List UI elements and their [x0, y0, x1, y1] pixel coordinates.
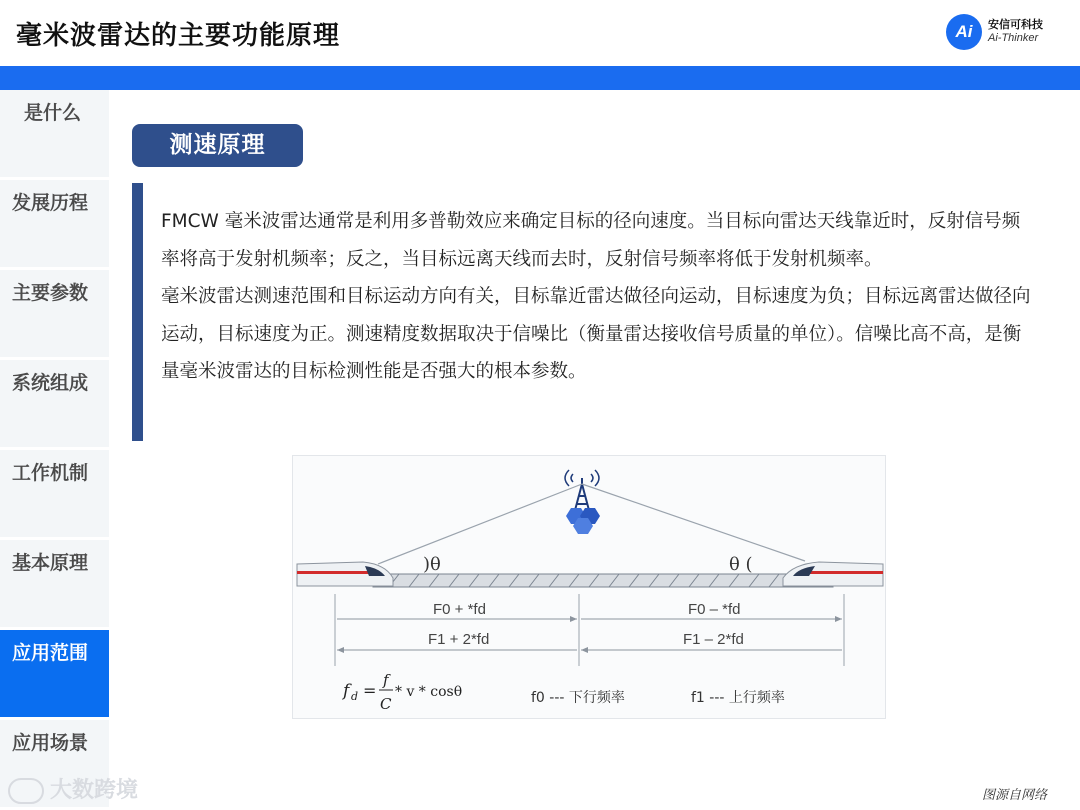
- ai-thinker-logo: Ai: [946, 14, 982, 50]
- body-text: [161, 203, 1031, 391]
- watermark: [8, 773, 138, 804]
- svg-text:f: f: [383, 671, 389, 689]
- page-title: 毫米波雷达的主要功能原理: [16, 21, 341, 51]
- header-accent-bar: [0, 66, 1080, 90]
- watermark-logo-icon: [8, 778, 44, 804]
- doppler-formula: [341, 671, 462, 713]
- label-f1-minus: F1 – 2*fd: [683, 631, 744, 648]
- sidebar-item-scenarios[interactable]: 应用场景: [0, 720, 109, 807]
- svg-text:=: =: [363, 681, 377, 700]
- legend-f1: f1 --- 上行频率: [691, 690, 785, 706]
- body-block: [132, 183, 1032, 441]
- sidebar-item-parameters[interactable]: 主要参数: [0, 270, 109, 357]
- sidebar-item-principle[interactable]: 基本原理: [0, 540, 109, 627]
- legend-f0: f0 --- 下行频率: [531, 690, 625, 706]
- beam-right: [582, 484, 805, 561]
- theta-left-label: )θ: [423, 554, 441, 575]
- beam-left: [378, 484, 582, 564]
- brand-name-cn: 安信可科技: [988, 18, 1043, 31]
- label-f1-plus: F1 + 2*fd: [428, 631, 490, 648]
- doppler-diagram: [292, 455, 886, 719]
- body-accent-bar: [132, 183, 143, 441]
- header: [0, 0, 1080, 66]
- label-f0-plus: F0 + *fd: [433, 601, 486, 618]
- svg-text:d: d: [351, 690, 359, 703]
- sidebar-item-what[interactable]: 是什么: [0, 90, 109, 177]
- svg-text:* v * cosθ: * v * cosθ: [395, 684, 463, 700]
- svg-text:C: C: [380, 695, 392, 713]
- train-right-icon: [783, 562, 883, 586]
- watermark-text: 大数跨境: [50, 778, 139, 803]
- sidebar-item-history[interactable]: 发展历程: [0, 180, 109, 267]
- sidebar-item-application-range[interactable]: 应用范围: [0, 630, 109, 717]
- body-paragraph-2: 毫米波雷达测速范围和目标运动方向有关，目标靠近雷达做径向运动，目标速度为负；目标远离雷达做径向运动，目标速度为正。测速精度数据取决于信噪比（衡量雷达接收信号质量的单位）。信噪比高不高，是衡量毫米波雷达的目标检测性能是否强大的根本参数。: [161, 286, 1031, 382]
- svg-text:f: f: [343, 681, 350, 701]
- sidebar-item-mechanism[interactable]: 工作机制: [0, 450, 109, 537]
- label-f0-minus: F0 – *fd: [688, 601, 741, 618]
- theta-right-label: θ (: [729, 554, 753, 575]
- doppler-diagram-svg: [293, 456, 887, 720]
- sidebar-item-system[interactable]: 系统组成: [0, 360, 109, 447]
- section-title: 测速原理: [132, 124, 303, 167]
- image-source-note: 图源自网络: [982, 788, 1048, 803]
- body-paragraph-1: FMCW 毫米波雷达通常是利用多普勒效应来确定目标的径向速度。当目标向雷达天线靠近时，反射信号频率将高于发射机频率；反之，当目标远离天线而去时，反射信号频率将低于发射机频率。: [161, 211, 1021, 270]
- sidebar-nav: [0, 90, 109, 810]
- radar-tower-icon: [565, 470, 600, 534]
- brand-name-en: Ai-Thinker: [988, 32, 1039, 44]
- rail-track: [373, 574, 833, 587]
- train-left-icon: [297, 562, 393, 586]
